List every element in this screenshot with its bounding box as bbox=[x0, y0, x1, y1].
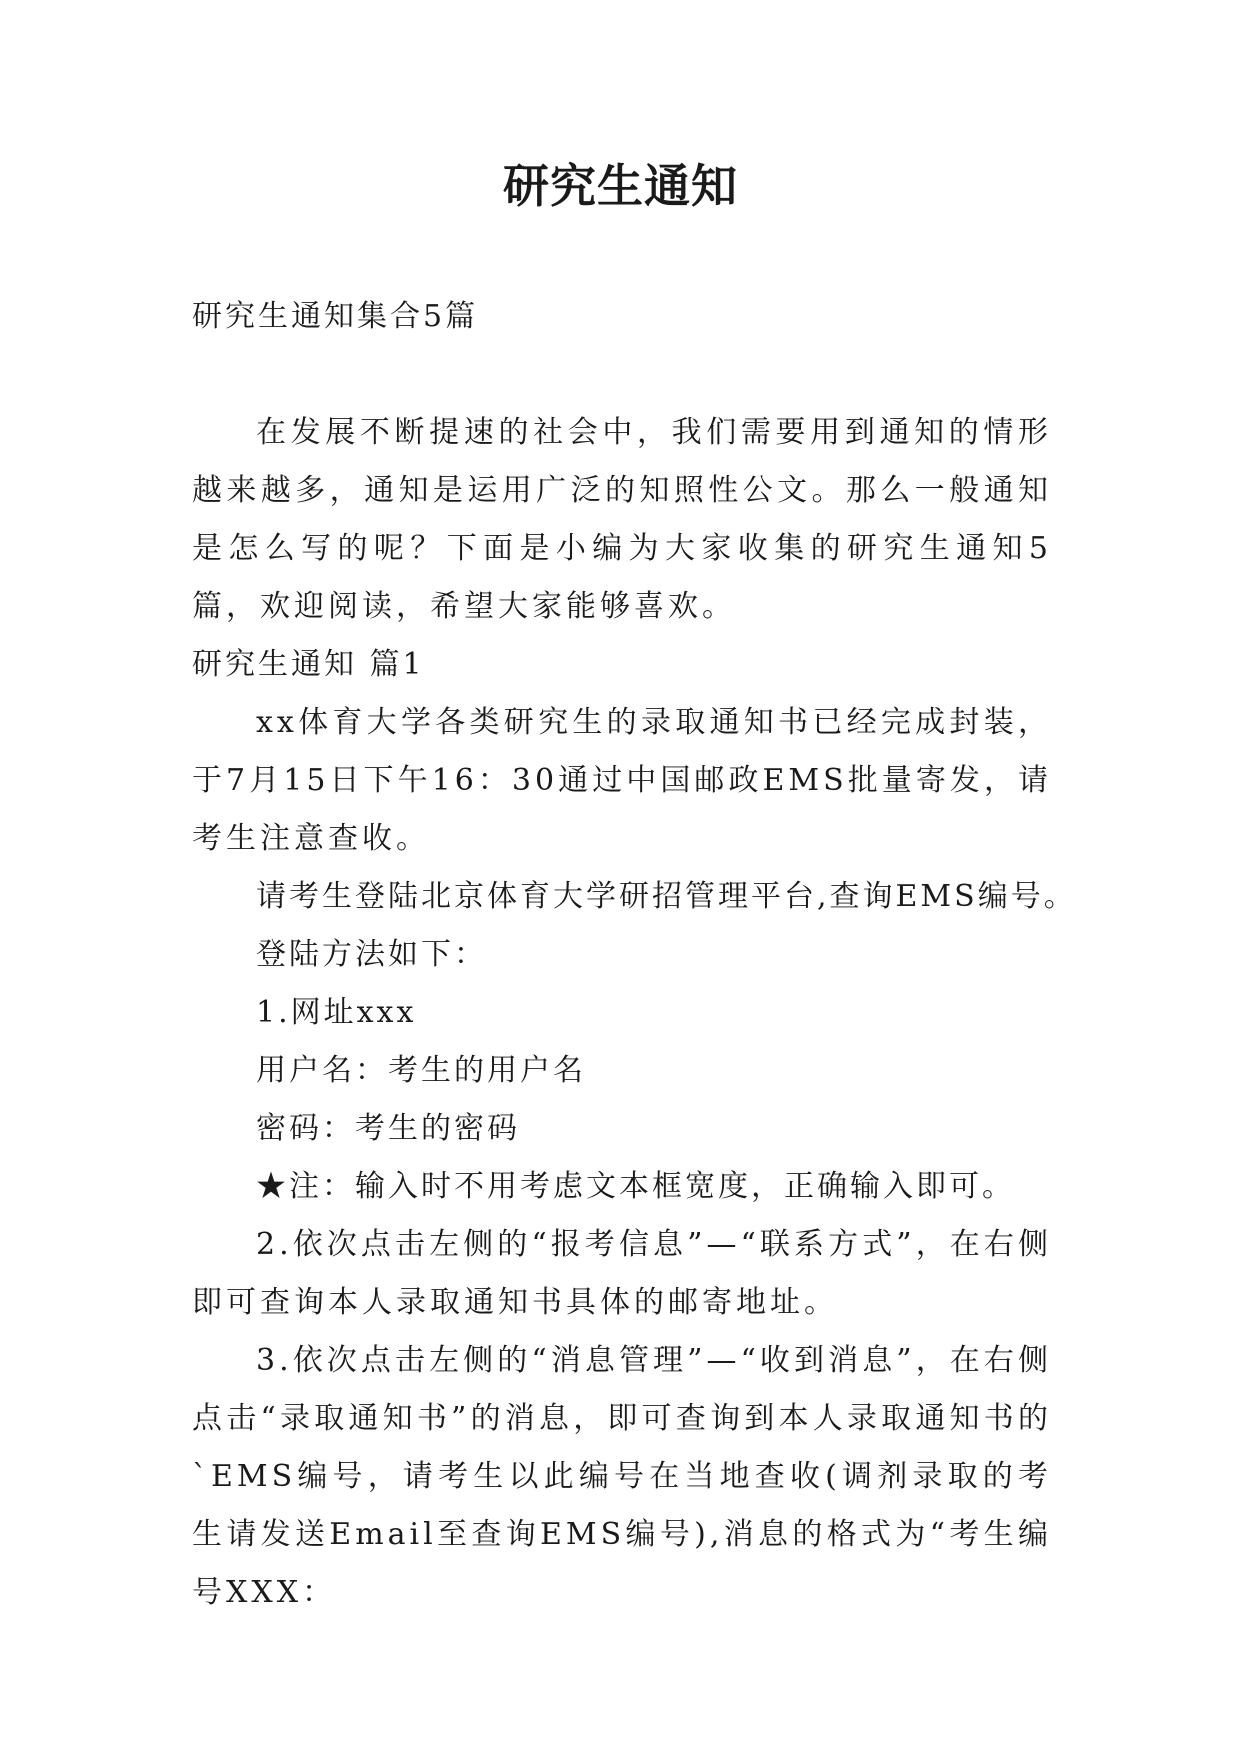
paragraph-mailing: xx体育大学各类研究生的录取通知书已经完成封装，于7月15日下午16：30通过中国邮政EMS批量寄发，请考生注意查收。 bbox=[192, 705, 1052, 856]
paragraph-step-3: 3.依次点击左侧的“消息管理”—“收到消息”，在右侧点击“录取通知书”的消息，即可查询到本人录取通知书的`EMS编号，请考生以此编号在当地查收(调剂录取的考生请发送Email至查询EMS编号),消息的格式为“考生编号XXX： bbox=[192, 1343, 1052, 1610]
paragraph-password: 密码：考生的密码 bbox=[256, 1111, 520, 1146]
paragraph-username: 用户名：考生的用户名 bbox=[256, 1053, 586, 1088]
paragraph-url: 1.网址xxx bbox=[256, 995, 417, 1030]
section-heading: 研究生通知 篇1 bbox=[192, 647, 425, 682]
intro-paragraph: 在发展不断提速的社会中，我们需要用到通知的情形越来越多，通知是运用广泛的知照性公文。那么一般通知是怎么写的呢？下面是小编为大家收集的研究生通知5篇，欢迎阅读，希望大家能够喜欢。 bbox=[192, 415, 1052, 624]
document-body bbox=[192, 288, 1077, 1622]
paragraph-step-2: 2.依次点击左侧的“报考信息”—“联系方式”，在右侧即可查询本人录取通知书具体的邮寄地址。 bbox=[192, 1227, 1052, 1320]
document-title: 研究生通知 bbox=[503, 159, 738, 213]
paragraph-note: ★注：输入时不用考虑文本框宽度，正确输入即可。 bbox=[256, 1169, 1015, 1204]
spacer bbox=[192, 346, 1052, 404]
paragraph-login: 请考生登陆北京体育大学研招管理平台,查询EMS编号。 bbox=[256, 879, 1077, 914]
paragraph-login-method: 登陆方法如下： bbox=[256, 937, 487, 972]
document-subtitle: 研究生通知集合5篇 bbox=[192, 299, 479, 334]
